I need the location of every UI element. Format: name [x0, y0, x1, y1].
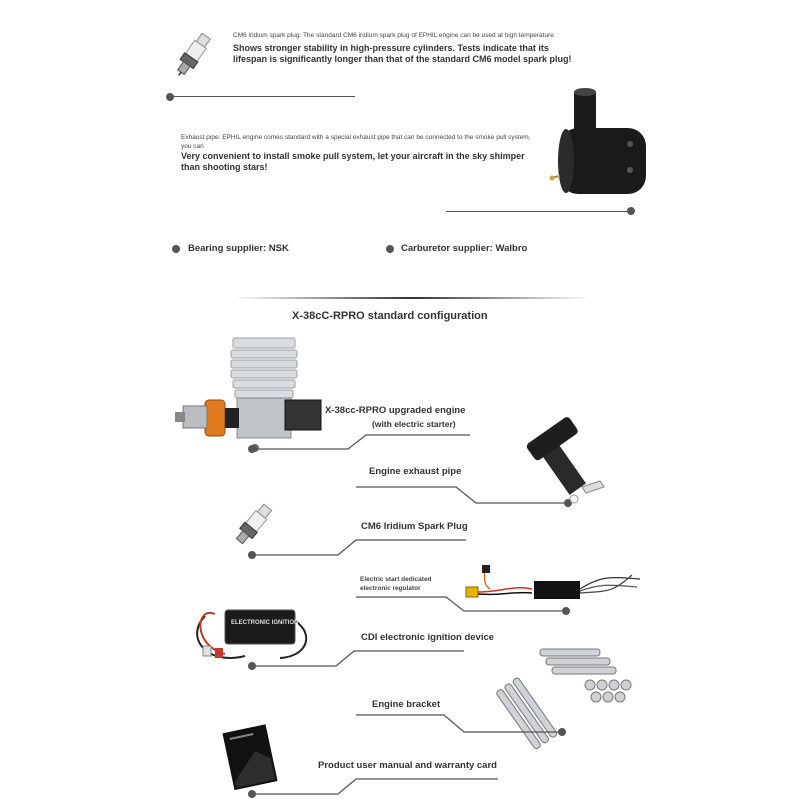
bearing-bullet [172, 245, 180, 253]
esc-label-line2: electronic regulator [360, 585, 421, 592]
exhaust-line [446, 211, 630, 212]
manual-label: Product user manual and warranty card [318, 760, 497, 771]
spark-plug-item-leader-line [248, 537, 478, 559]
spark-plug-body-text: Shows stronger stability in high-pressure cylinders. Tests indicate that its lifespan is significantly longer than that of the standard CM6 model spark plug! [233, 43, 572, 64]
section-divider [232, 295, 592, 301]
bearing-supplier: Bearing supplier: NSK [188, 243, 289, 254]
spark-plug-image [168, 30, 218, 80]
spark-plug-line [172, 96, 355, 97]
esc-image [462, 565, 642, 615]
engine-label: X-38cc-RPRO upgraded engine [325, 405, 466, 416]
carburetor-bullet [386, 245, 394, 253]
cdi-label: CDI electronic ignition device [361, 632, 495, 643]
engine-sublabel: (with electric starter) [372, 419, 456, 429]
engine-leader-line [248, 432, 478, 452]
spark-plug-lead-text: CM6 iridium spark plug: The standard CM6 iridium spark plug of EPHIL engine can be used at high temperature [233, 32, 554, 39]
config-title: X-38cC-RPRO standard configuration [292, 310, 488, 322]
cdi-box-text: ELECTRONIC IGNITION [231, 620, 299, 626]
bracket-label: Engine bracket [372, 699, 441, 710]
exhaust-pipe-image [550, 88, 660, 208]
exhaust-item-image [522, 425, 612, 505]
cdi-leader-line [248, 648, 478, 670]
exhaust-lead-text: Exhaust pipe: EPHIL engine comes standard with a special exhaust pipe that can be connected to the smoke pull system, you can [181, 134, 531, 150]
manual-leader-line [248, 775, 508, 799]
spark-plug-item-label: CM6 Iridium Spark Plug [361, 521, 468, 532]
exhaust-line-dot [627, 207, 635, 215]
esc-label-line1: Electric start dedicated [360, 576, 432, 583]
exhaust-body-text: Very convenient to install smoke pull system, let your aircraft in the sky shimper than shooting stars! [181, 151, 525, 172]
carburetor-supplier: Carburetor supplier: Walbro [401, 243, 528, 254]
bracket-leader-line [356, 712, 576, 738]
exhaust-item-label: Engine exhaust pipe [369, 466, 462, 477]
